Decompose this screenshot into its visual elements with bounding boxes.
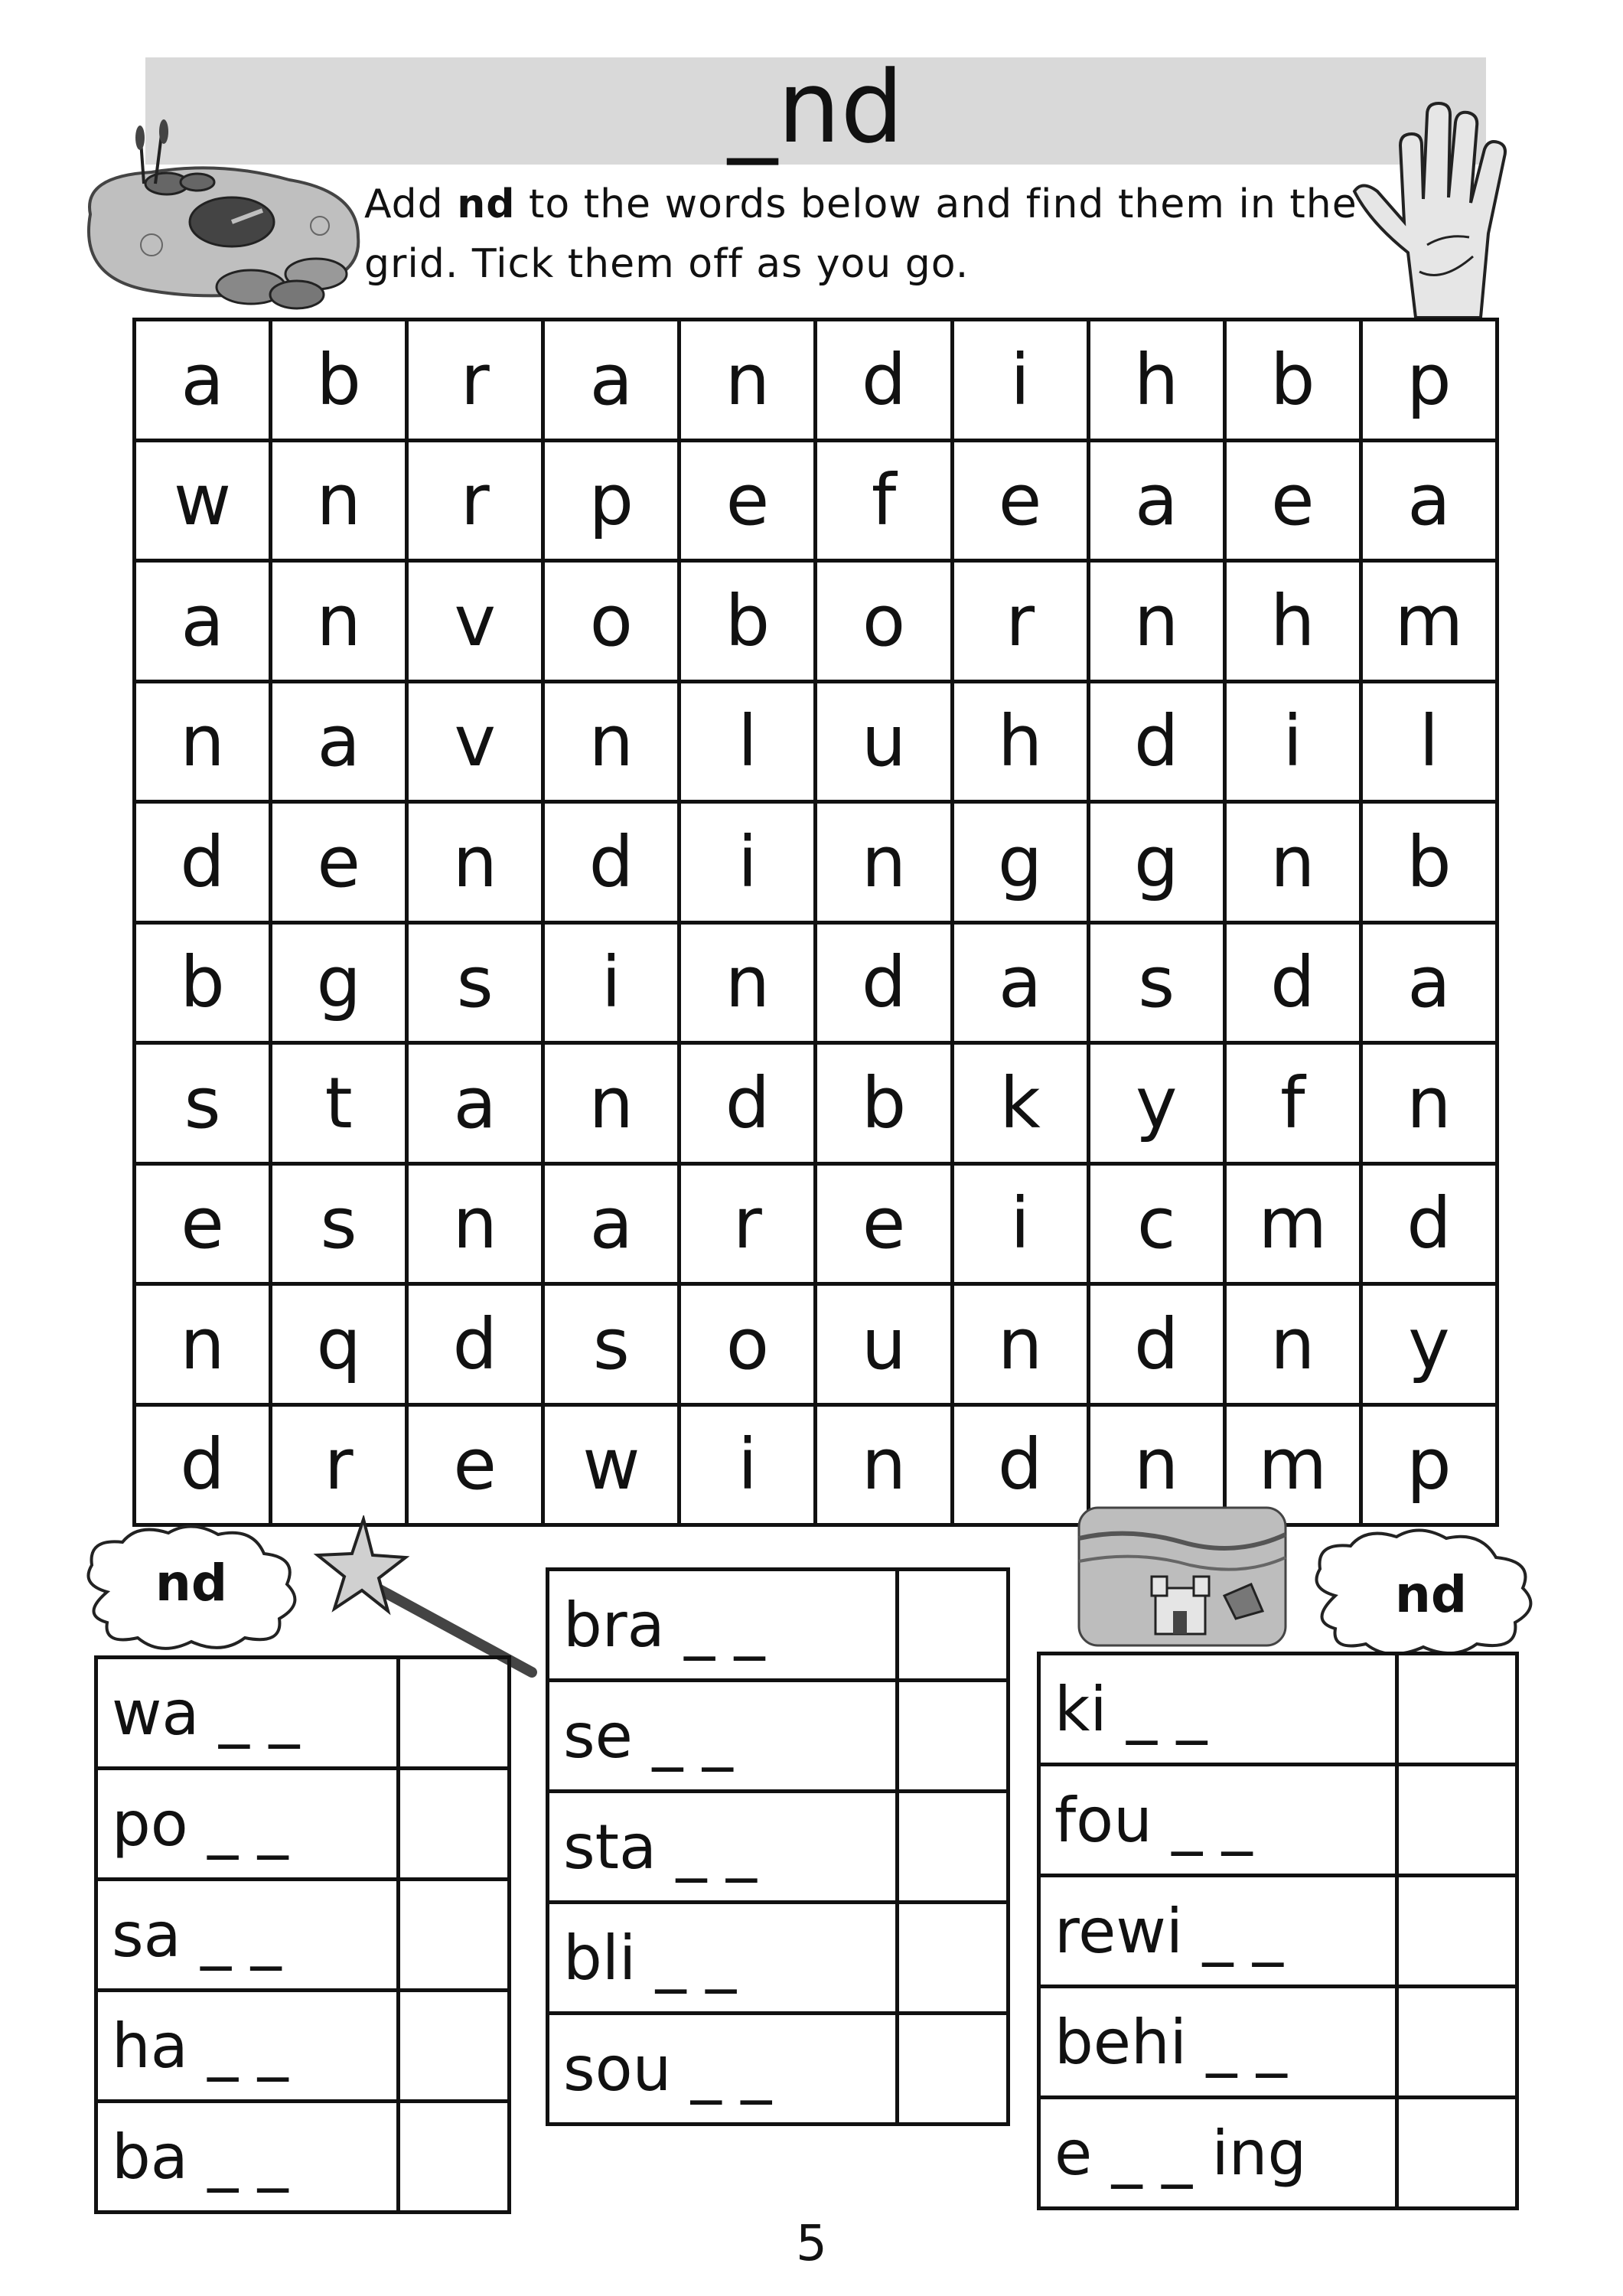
grid-cell[interactable]: o bbox=[680, 1284, 816, 1405]
grid-cell[interactable]: b bbox=[135, 922, 271, 1043]
grid-cell[interactable]: g bbox=[1088, 802, 1224, 923]
grid-cell[interactable]: n bbox=[407, 1163, 543, 1284]
word-search-grid bbox=[132, 318, 1499, 1527]
grid-cell[interactable]: n bbox=[1224, 1284, 1361, 1405]
grid-cell[interactable]: n bbox=[1224, 802, 1361, 923]
grid-cell[interactable]: n bbox=[135, 681, 271, 802]
word-row bbox=[548, 2014, 1009, 2125]
grid-cell[interactable]: t bbox=[271, 1043, 407, 1164]
page-title: _nd bbox=[728, 49, 904, 165]
grid-cell[interactable]: n bbox=[1361, 1043, 1497, 1164]
grid-cell[interactable]: e bbox=[271, 802, 407, 923]
word-prompt: ki _ _ bbox=[1039, 1654, 1397, 1765]
word-row bbox=[548, 1681, 1009, 1792]
word-row bbox=[96, 1769, 510, 1880]
word-prompt: sou _ _ bbox=[548, 2014, 898, 2125]
grid-cell[interactable]: s bbox=[543, 1284, 680, 1405]
word-row bbox=[96, 1991, 510, 2102]
grid-cell[interactable]: n bbox=[1088, 1404, 1224, 1525]
grid-cell[interactable]: h bbox=[1088, 320, 1224, 441]
grid-cell[interactable]: d bbox=[816, 320, 952, 441]
tick-box[interactable] bbox=[1397, 1876, 1517, 1987]
grid-cell[interactable]: h bbox=[1224, 561, 1361, 682]
word-row bbox=[548, 1792, 1009, 1903]
grid-cell[interactable]: v bbox=[407, 561, 543, 682]
grid-cell[interactable]: s bbox=[271, 1163, 407, 1284]
grid-cell[interactable]: y bbox=[1088, 1043, 1224, 1164]
grid-cell[interactable]: d bbox=[135, 1404, 271, 1525]
grid-cell[interactable]: v bbox=[407, 681, 543, 802]
grid-cell[interactable]: p bbox=[1361, 320, 1497, 441]
grid-cell[interactable]: i bbox=[543, 922, 680, 1043]
grid-row bbox=[135, 1043, 1498, 1164]
grid-cell[interactable]: u bbox=[816, 681, 952, 802]
cloud-label-right: nd bbox=[1394, 1565, 1468, 1624]
grid-cell[interactable]: o bbox=[816, 561, 952, 682]
tick-box[interactable] bbox=[898, 2014, 1009, 2125]
grid-cell[interactable]: a bbox=[952, 922, 1088, 1043]
grid-cell[interactable]: n bbox=[952, 1284, 1088, 1405]
tick-box[interactable] bbox=[399, 1880, 510, 1991]
word-row bbox=[96, 2102, 510, 2213]
grid-cell[interactable]: d bbox=[543, 802, 680, 923]
tick-box[interactable] bbox=[399, 1991, 510, 2102]
grid-row bbox=[135, 440, 1498, 561]
grid-cell[interactable]: o bbox=[543, 561, 680, 682]
word-prompt: ba _ _ bbox=[96, 2102, 399, 2213]
grid-cell[interactable]: e bbox=[407, 1404, 543, 1525]
sandcastle-icon bbox=[1075, 1504, 1289, 1649]
word-row bbox=[548, 1570, 1009, 1681]
grid-cell[interactable]: u bbox=[816, 1284, 952, 1405]
grid-cell[interactable]: d bbox=[135, 802, 271, 923]
word-row bbox=[1039, 1654, 1517, 1765]
grid-row bbox=[135, 922, 1498, 1043]
grid-cell[interactable]: p bbox=[543, 440, 680, 561]
word-prompt: wa _ _ bbox=[96, 1658, 399, 1769]
tick-box[interactable] bbox=[1397, 1654, 1517, 1765]
word-prompt: behi _ _ bbox=[1039, 1987, 1397, 2098]
grid-cell[interactable]: d bbox=[407, 1284, 543, 1405]
tick-box[interactable] bbox=[399, 1658, 510, 1769]
grid-cell[interactable]: w bbox=[135, 440, 271, 561]
grid-cell[interactable]: m bbox=[1224, 1163, 1361, 1284]
grid-cell[interactable]: g bbox=[271, 922, 407, 1043]
tick-box[interactable] bbox=[898, 1903, 1009, 2014]
grid-cell[interactable]: a bbox=[1361, 922, 1497, 1043]
grid-cell[interactable]: r bbox=[680, 1163, 816, 1284]
grid-cell[interactable]: r bbox=[407, 440, 543, 561]
grid-cell[interactable]: b bbox=[816, 1043, 952, 1164]
grid-cell[interactable]: i bbox=[952, 320, 1088, 441]
grid-cell[interactable]: m bbox=[1224, 1404, 1361, 1525]
instructions-bold: nd bbox=[457, 181, 516, 227]
grid-cell[interactable]: b bbox=[1224, 320, 1361, 441]
word-row bbox=[548, 1903, 1009, 2014]
grid-cell[interactable]: c bbox=[1088, 1163, 1224, 1284]
grid-cell[interactable]: i bbox=[952, 1163, 1088, 1284]
grid-cell[interactable]: b bbox=[271, 320, 407, 441]
grid-row bbox=[135, 561, 1498, 682]
grid-cell[interactable]: a bbox=[135, 561, 271, 682]
grid-cell[interactable]: i bbox=[1224, 681, 1361, 802]
grid-cell[interactable]: n bbox=[816, 802, 952, 923]
word-list-2 bbox=[546, 1567, 1010, 2126]
word-prompt: e _ _ ing bbox=[1039, 2098, 1397, 2209]
grid-cell[interactable]: a bbox=[135, 320, 271, 441]
grid-cell[interactable]: g bbox=[952, 802, 1088, 923]
grid-cell[interactable]: k bbox=[952, 1043, 1088, 1164]
grid-row bbox=[135, 1163, 1498, 1284]
tick-box[interactable] bbox=[1397, 1987, 1517, 2098]
grid-cell[interactable]: s bbox=[1088, 922, 1224, 1043]
instructions: Add nd to the words below and find them in the grid. Tick them off as you go. bbox=[364, 181, 1357, 287]
grid-row bbox=[135, 681, 1498, 802]
grid-cell[interactable]: b bbox=[680, 561, 816, 682]
tick-box[interactable] bbox=[898, 1792, 1009, 1903]
pond-icon bbox=[67, 115, 373, 321]
grid-cell[interactable]: i bbox=[680, 1404, 816, 1525]
word-row bbox=[1039, 1765, 1517, 1876]
grid-cell[interactable]: n bbox=[680, 922, 816, 1043]
grid-cell[interactable]: r bbox=[271, 1404, 407, 1525]
grid-cell[interactable]: d bbox=[1088, 681, 1224, 802]
word-row bbox=[1039, 2098, 1517, 2209]
grid-cell[interactable]: n bbox=[816, 1404, 952, 1525]
grid-row bbox=[135, 1404, 1498, 1525]
grid-row bbox=[135, 802, 1498, 923]
grid-cell[interactable]: l bbox=[680, 681, 816, 802]
grid-cell[interactable]: r bbox=[952, 561, 1088, 682]
grid-cell[interactable]: a bbox=[1088, 440, 1224, 561]
grid-cell[interactable]: d bbox=[1088, 1284, 1224, 1405]
grid-cell[interactable]: p bbox=[1361, 1404, 1497, 1525]
cloud-label-left: nd bbox=[155, 1554, 228, 1613]
grid-cell[interactable]: e bbox=[680, 440, 816, 561]
grid-cell[interactable]: s bbox=[407, 922, 543, 1043]
grid-cell[interactable]: a bbox=[271, 681, 407, 802]
grid-cell[interactable]: n bbox=[135, 1284, 271, 1405]
grid-cell[interactable]: h bbox=[952, 681, 1088, 802]
grid-cell[interactable]: w bbox=[543, 1404, 680, 1525]
word-prompt: po _ _ bbox=[96, 1769, 399, 1880]
grid-cell[interactable]: a bbox=[543, 320, 680, 441]
word-prompt: ha _ _ bbox=[96, 1991, 399, 2102]
grid-cell[interactable]: b bbox=[1361, 802, 1497, 923]
grid-cell[interactable]: n bbox=[543, 1043, 680, 1164]
grid-cell[interactable]: m bbox=[1361, 561, 1497, 682]
grid-cell[interactable]: s bbox=[135, 1043, 271, 1164]
tick-box[interactable] bbox=[399, 1769, 510, 1880]
grid-cell[interactable]: a bbox=[543, 1163, 680, 1284]
word-row bbox=[1039, 1876, 1517, 1987]
grid-cell[interactable]: e bbox=[816, 1163, 952, 1284]
grid-cell[interactable]: f bbox=[816, 440, 952, 561]
grid-cell[interactable]: y bbox=[1361, 1284, 1497, 1405]
grid-row bbox=[135, 1284, 1498, 1405]
tick-box[interactable] bbox=[1397, 2098, 1517, 2209]
grid-cell[interactable]: l bbox=[1361, 681, 1497, 802]
grid-cell[interactable]: r bbox=[407, 320, 543, 441]
word-prompt: sta _ _ bbox=[548, 1792, 898, 1903]
grid-cell[interactable]: a bbox=[407, 1043, 543, 1164]
grid-cell[interactable]: e bbox=[135, 1163, 271, 1284]
grid-cell[interactable]: q bbox=[271, 1284, 407, 1405]
grid-cell[interactable]: d bbox=[952, 1404, 1088, 1525]
word-prompt: bli _ _ bbox=[548, 1903, 898, 2014]
word-row bbox=[96, 1658, 510, 1769]
tick-box[interactable] bbox=[1397, 1765, 1517, 1876]
word-prompt: se _ _ bbox=[548, 1681, 898, 1792]
word-row bbox=[1039, 1987, 1517, 2098]
grid-cell[interactable]: n bbox=[680, 320, 816, 441]
grid-cell[interactable]: n bbox=[271, 561, 407, 682]
hand-icon bbox=[1347, 99, 1546, 329]
tick-box[interactable] bbox=[898, 1681, 1009, 1792]
grid-cell[interactable]: n bbox=[543, 681, 680, 802]
page-number: 5 bbox=[796, 2216, 827, 2272]
grid-cell[interactable]: d bbox=[1361, 1163, 1497, 1284]
tick-box[interactable] bbox=[399, 2102, 510, 2213]
grid-cell[interactable]: d bbox=[680, 1043, 816, 1164]
grid-cell[interactable]: f bbox=[1224, 1043, 1361, 1164]
grid-cell[interactable]: n bbox=[407, 802, 543, 923]
word-prompt: bra _ _ bbox=[548, 1570, 898, 1681]
word-list-3 bbox=[1037, 1652, 1519, 2210]
word-prompt: rewi _ _ bbox=[1039, 1876, 1397, 1987]
word-prompt: fou _ _ bbox=[1039, 1765, 1397, 1876]
word-row bbox=[96, 1880, 510, 1991]
grid-cell[interactable]: d bbox=[1224, 922, 1361, 1043]
tick-box[interactable] bbox=[898, 1570, 1009, 1681]
grid-cell[interactable]: e bbox=[1224, 440, 1361, 561]
grid-cell[interactable]: e bbox=[952, 440, 1088, 561]
grid-cell[interactable]: n bbox=[271, 440, 407, 561]
grid-row bbox=[135, 320, 1498, 441]
grid-cell[interactable]: d bbox=[816, 922, 952, 1043]
grid-cell[interactable]: i bbox=[680, 802, 816, 923]
word-prompt: sa _ _ bbox=[96, 1880, 399, 1991]
grid-cell[interactable]: a bbox=[1361, 440, 1497, 561]
word-list-1 bbox=[94, 1655, 511, 2214]
grid-cell[interactable]: n bbox=[1088, 561, 1224, 682]
